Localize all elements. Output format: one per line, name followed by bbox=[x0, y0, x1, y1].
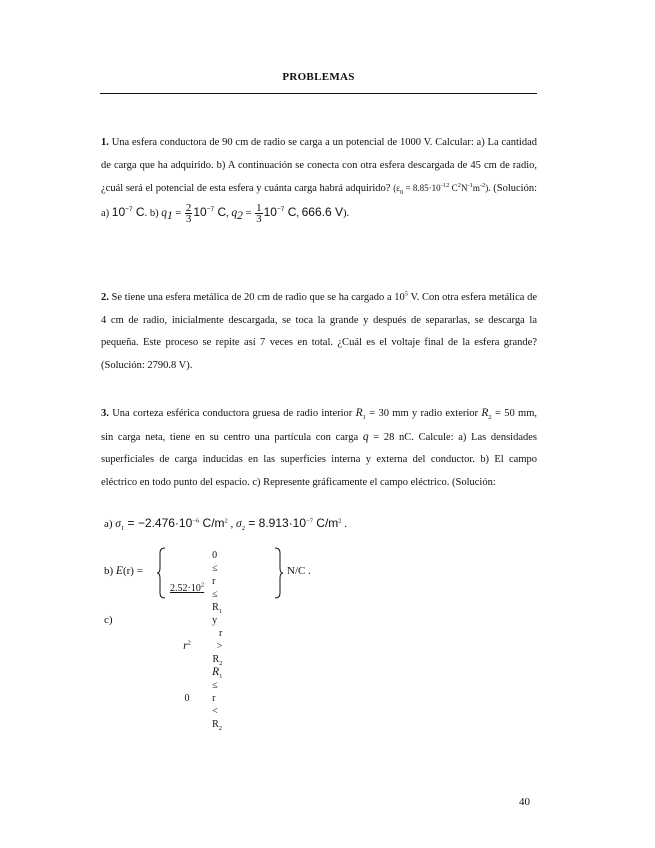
sigma2-symbol: σ bbox=[236, 518, 242, 530]
problem-2-text-end: V. Con otra esfera metálica de 4 cm de radio, inicialmente descargada, se toca la grande y después de separarlas, se descarga la pequeña. Este proceso se repite así 7 veces en total. ¿Cuál es el voltaje final de la esfera grande? (Solución: 2790.8 V). bbox=[101, 292, 537, 371]
case-1 bbox=[166, 549, 226, 627]
solution-b-label: . b) bbox=[144, 207, 162, 219]
piecewise-cases bbox=[166, 549, 226, 731]
problem-2 bbox=[101, 287, 537, 377]
case-1-condition-sub: 1 bbox=[218, 608, 223, 615]
solution-3a bbox=[104, 516, 348, 533]
epsilon-unit-n: N bbox=[460, 183, 468, 193]
epsilon-value: = 8.85·10 bbox=[403, 183, 441, 193]
case-1-condition: 0 ≤ r ≤ R bbox=[212, 550, 219, 613]
potential-value: 666.6 V bbox=[301, 204, 343, 219]
epsilon-label: (ε bbox=[393, 183, 400, 193]
sigma1-unit: C/m bbox=[199, 516, 225, 530]
case-1-numerator: 2.52·10 bbox=[170, 582, 201, 594]
fraction-2-denominator: 3 bbox=[256, 212, 262, 225]
case-2-condition: r > R bbox=[212, 628, 223, 665]
q2-symbol: q bbox=[231, 206, 238, 219]
problem-3-text-1: Una corteza esférica conductora gruesa de radio interior bbox=[108, 408, 356, 419]
field-units: N/C . bbox=[287, 565, 311, 577]
solution-3b-label: b) bbox=[104, 565, 116, 577]
q1-unit: C bbox=[214, 204, 227, 219]
epsilon-unit-m-exp: -2 bbox=[479, 182, 486, 189]
sigma1-unit-exp: 2 bbox=[224, 517, 228, 525]
case-3-value: 0 bbox=[184, 693, 190, 704]
case-1-denominator: r bbox=[183, 640, 188, 652]
right-brace-icon bbox=[274, 547, 284, 599]
epsilon-unit-n-exp: -1 bbox=[467, 182, 473, 189]
page-number: 40 bbox=[519, 796, 530, 808]
solution-3a-end: . bbox=[341, 518, 348, 530]
case-3-r1: R bbox=[212, 666, 220, 678]
case-3-r2-sub: 2 bbox=[218, 725, 223, 732]
fraction-1-numerator: 2 bbox=[185, 201, 192, 214]
r2-subscript: 2 bbox=[488, 414, 492, 422]
q2-exp: −7 bbox=[276, 205, 285, 213]
q2-unit: C bbox=[284, 204, 297, 219]
solution-a-base: 10 bbox=[111, 204, 126, 219]
q1-subscript: 1 bbox=[166, 209, 173, 222]
q-symbol: q bbox=[362, 430, 369, 443]
q2-subscript: 2 bbox=[237, 209, 243, 222]
epsilon-subscript: 0 bbox=[399, 188, 404, 196]
problem-2-number: 2. bbox=[101, 292, 109, 303]
epsilon-close: ). bbox=[485, 183, 491, 193]
e-function: E bbox=[115, 565, 123, 577]
problem-1-number: 1. bbox=[101, 137, 109, 148]
sigma2-unit-exp: 2 bbox=[338, 517, 342, 525]
sigma2-value: = 8.913·10 bbox=[244, 516, 307, 530]
sigma1-value: = −2.476·10 bbox=[124, 516, 193, 530]
case-3-r1-sub: 1 bbox=[219, 673, 223, 680]
left-brace-icon bbox=[156, 547, 166, 599]
fraction-one-third bbox=[255, 203, 263, 224]
case-2 bbox=[166, 627, 226, 666]
case-3 bbox=[166, 666, 226, 731]
problem-3 bbox=[101, 402, 537, 494]
r1-subscript: 1 bbox=[362, 414, 366, 422]
case-1-numerator-exp: 2 bbox=[200, 581, 205, 589]
header-divider bbox=[100, 93, 537, 94]
q1-symbol: q bbox=[161, 206, 167, 219]
problem-2-exponent: 5 bbox=[404, 290, 409, 298]
sigma-separator: , bbox=[227, 518, 237, 530]
solution-3c-label: c) bbox=[104, 614, 113, 626]
sigma2-unit: C/m bbox=[312, 516, 339, 530]
r1-symbol: R bbox=[355, 407, 363, 419]
problem-1-text: Una esfera conductora de 90 cm de radio se carga a un potencial de 1000 V. Calcular: a) La cantidad de carga que ha adquirido. b) A continuación se conecta con otra esfera descargada de 45 cm de radio, ¿cuál será el potencial de esta esfera y cuánta carga habrá adquirido? bbox=[101, 137, 537, 194]
problem-1: 1. Una esfera conductora de 90 cm de radio se carga a un potencial de 1000 V. Calcular: a) La cantidad de carga que ha adquirido. b) A continuación se conecta con otra esfera descargada de 45 cm de radio, ¿cuál será el potencial de esta esfera y cuánta carga habrá adquirido? ($\varepsilon_0 = 8.85\cdot 10^{-12}$ $C^2N^{-1}m^{-2}$). (Solución: a) $10^{-7}$ C. b) $q_1$ = $\frac{2}{3}$ $10^{-7}$ C, $q_2$ = $\frac{1}{3}$ $10^{-7}$ C, 666.6 V). bbox=[101, 137, 537, 225]
solution-3a-label: a) bbox=[104, 518, 116, 530]
fraction-2-numerator: 1 bbox=[256, 201, 262, 214]
problem-2-text-start: Se tiene una esfera metálica de 20 cm de radio que se ha cargado a 10 bbox=[108, 292, 405, 303]
q1-exp: −7 bbox=[206, 205, 215, 213]
e-argument: (r) = bbox=[122, 565, 143, 577]
epsilon-unit-c: C bbox=[449, 183, 458, 193]
case-3-condition: ≤ r < R bbox=[212, 680, 219, 730]
case-2-condition-sub: 2 bbox=[219, 660, 223, 667]
problem-3-number: 3. bbox=[101, 408, 109, 419]
epsilon-unit-m: m bbox=[472, 183, 480, 193]
sigma1-symbol: σ bbox=[115, 518, 121, 530]
problem-3-text-3: = 50 mm, sin carga neta, tiene en su centro una partícula con carga bbox=[101, 408, 537, 443]
r2-symbol: R bbox=[481, 407, 489, 419]
sigma2-exponent: −7 bbox=[306, 517, 313, 525]
case-1-denominator-exp: 2 bbox=[187, 639, 191, 647]
solution-a-exp: −7 bbox=[125, 205, 133, 213]
fraction-two-thirds bbox=[185, 203, 193, 224]
q1-base: 10 bbox=[193, 204, 207, 219]
solution-label: (Solución: a) bbox=[101, 183, 537, 219]
solution-a-unit: C bbox=[132, 204, 145, 219]
case-1-condition-tail: y bbox=[212, 615, 218, 626]
page-title: PROBLEMAS bbox=[282, 71, 355, 83]
q2-base: 10 bbox=[263, 204, 277, 219]
sigma1-exponent: −6 bbox=[192, 517, 200, 525]
sigma2-subscript: 2 bbox=[241, 525, 245, 533]
problem-3-text-4: = 28 nC. Calcule: a) Las densidades superficiales de carga inducidas en las superficies interna y externa del conductor. b) El campo eléctrico en todo punto del espacio. c) Represente gráficamente el campo eléctrico. (Solución: bbox=[101, 431, 537, 488]
solution-close: ). bbox=[342, 207, 350, 219]
problem-3-text-2: = 30 mm y radio exterior bbox=[365, 408, 482, 419]
epsilon-exponent: -12 bbox=[440, 182, 450, 189]
sigma1-subscript: 1 bbox=[120, 525, 125, 533]
epsilon-unit-c-exp: 2 bbox=[457, 182, 461, 189]
fraction-1-denominator: 3 bbox=[185, 212, 192, 225]
